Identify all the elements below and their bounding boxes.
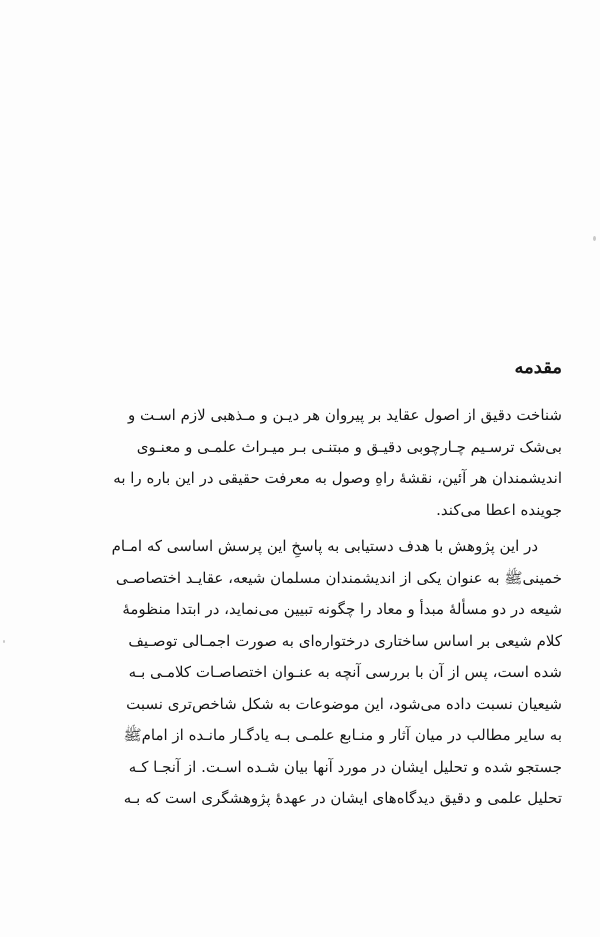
paper-speck (3, 640, 5, 643)
text-line: تحلیل علمی و دقیق دیدگاه‌های ایشان در عهدهٔ پژوهشگری است که بـه (123, 789, 562, 807)
text-line: خمینیﷺ به عنوان یکی از اندیشمندان مسلمان شیعه، عقایـد اختصاصـی (115, 568, 562, 587)
text-line: اندیشمندان هر آئین، نقشهٔ راهِ وصول به معرفت حقیقی در این باره را به (113, 469, 562, 487)
text-line: در این پژوهش با هدف دستیابی به پاسخِ این پرسش اساسی که امـام (111, 537, 538, 555)
paragraph-1 (38, 400, 562, 526)
text-block (38, 354, 562, 815)
paper-speck (593, 236, 596, 241)
paragraph-2 (38, 531, 562, 815)
section-heading: مقدمه (514, 357, 562, 378)
text-line: جوینده اعطا می‌کند. (436, 500, 562, 519)
text-line: جستجو شده و تحلیل ایشان در مورد آنها بیان شـده اسـت. از آنجـا کـه (128, 757, 562, 776)
text-line: بی‌شک ترسـیم چـارچوبی دقیـق و مبتنـی بـر میـراث علمـی و معنـوی (136, 437, 562, 456)
text-line: کلام شیعی بر اساس ساختاری درختواره‌ای به صورت اجمـالی توصـیف (128, 631, 562, 650)
text-line: شناخت دقیق از اصول عقاید بر پیروان هر دیـن و مـذهبی لازم اسـت و (127, 406, 562, 424)
text-line: شده است، پس از آن با بررسی آنچه به عنـوان اختصاصـات کلامـی بـه (128, 663, 562, 681)
text-line: شیعیان نسبت داده می‌شود، این موضوعات به شکل شاخص‌تری نسبت (126, 694, 562, 713)
text-line: به سایر مطالب در میان آثار و منـابع علمـی بـه یادگـار مانـده از امامﷺ (123, 726, 562, 744)
text-line: شیعه در دو مسألهٔ مبدأ و معاد را چگونه تبیین می‌نماید، در ابتدا منظومهٔ (122, 600, 562, 618)
